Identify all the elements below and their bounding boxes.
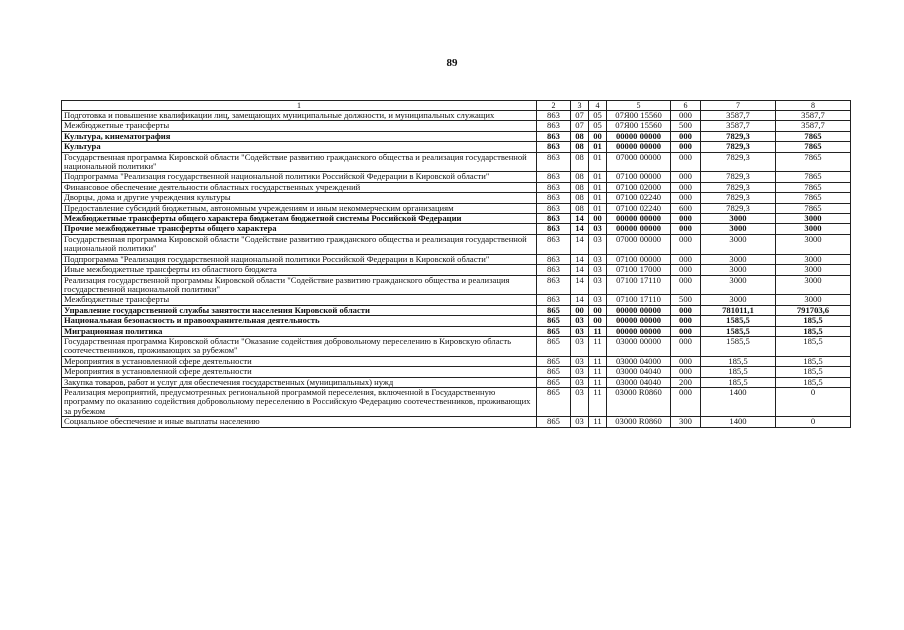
row-expense-type-cell: 000 xyxy=(671,254,701,264)
row-amount-2-cell: 7865 xyxy=(776,131,851,141)
table-row xyxy=(62,377,851,387)
header-cell: 5 xyxy=(607,101,671,111)
row-name-cell: Мероприятия в установленной сфере деятельности xyxy=(62,356,537,366)
row-code-cell: 863 xyxy=(537,172,571,182)
table-row xyxy=(62,275,851,295)
row-amount-1-cell: 3587,7 xyxy=(701,111,776,121)
row-amount-1-cell: 7829,3 xyxy=(701,182,776,192)
row-amount-1-cell: 1585,5 xyxy=(701,336,776,356)
row-amount-1-cell: 3587,7 xyxy=(701,121,776,131)
row-amount-2-cell: 3000 xyxy=(776,234,851,254)
table-row xyxy=(62,295,851,305)
row-code-cell: 865 xyxy=(537,326,571,336)
row-code-cell: 865 xyxy=(537,377,571,387)
row-target-article-cell: 07100 17110 xyxy=(607,295,671,305)
table-row xyxy=(62,203,851,213)
row-amount-2-cell: 0 xyxy=(776,417,851,427)
row-code-cell: 865 xyxy=(537,316,571,326)
row-section-cell: 03 xyxy=(571,326,589,336)
row-amount-1-cell: 1585,5 xyxy=(701,326,776,336)
row-amount-1-cell: 185,5 xyxy=(701,356,776,366)
row-target-article-cell: 00000 00000 xyxy=(607,316,671,326)
row-section-cell: 08 xyxy=(571,182,589,192)
row-section-cell: 14 xyxy=(571,295,589,305)
row-expense-type-cell: 000 xyxy=(671,265,701,275)
row-amount-1-cell: 7829,3 xyxy=(701,142,776,152)
header-cell: 7 xyxy=(701,101,776,111)
header-cell: 3 xyxy=(571,101,589,111)
row-amount-1-cell: 7829,3 xyxy=(701,203,776,213)
row-name-cell: Прочие межбюджетные трансферты общего характера xyxy=(62,224,537,234)
row-amount-2-cell: 185,5 xyxy=(776,326,851,336)
row-subsection-cell: 11 xyxy=(589,336,607,356)
row-code-cell: 863 xyxy=(537,131,571,141)
row-amount-1-cell: 3000 xyxy=(701,224,776,234)
row-amount-2-cell: 0 xyxy=(776,387,851,416)
row-amount-2-cell: 185,5 xyxy=(776,377,851,387)
table-row xyxy=(62,336,851,356)
row-section-cell: 03 xyxy=(571,417,589,427)
row-target-article-cell: 07000 00000 xyxy=(607,234,671,254)
row-amount-2-cell: 7865 xyxy=(776,203,851,213)
table-row xyxy=(62,305,851,315)
row-target-article-cell: 07Я00 15560 xyxy=(607,111,671,121)
row-amount-2-cell: 7865 xyxy=(776,152,851,172)
table-row xyxy=(62,214,851,224)
row-expense-type-cell: 500 xyxy=(671,121,701,131)
row-amount-1-cell: 1585,5 xyxy=(701,316,776,326)
row-code-cell: 865 xyxy=(537,367,571,377)
table-row xyxy=(62,356,851,366)
row-target-article-cell: 07100 17000 xyxy=(607,265,671,275)
header-cell: 4 xyxy=(589,101,607,111)
row-section-cell: 14 xyxy=(571,234,589,254)
row-name-cell: Подготовка и повышение квалификации лиц, замещающих муниципальные должности, и муниципальных служащих xyxy=(62,111,537,121)
row-target-article-cell: 03000 R0860 xyxy=(607,387,671,416)
row-amount-2-cell: 3000 xyxy=(776,265,851,275)
row-name-cell: Культура, кинематография xyxy=(62,131,537,141)
row-section-cell: 07 xyxy=(571,121,589,131)
row-expense-type-cell: 000 xyxy=(671,326,701,336)
row-target-article-cell: 00000 00000 xyxy=(607,214,671,224)
row-amount-1-cell: 3000 xyxy=(701,275,776,295)
row-name-cell: Реализация мероприятий, предусмотренных региональной программой переселения, включенной в Государственную программу по оказанию содействия добровольному переселению в Российскую Федерацию соотечественников, проживающих за рубежом xyxy=(62,387,537,416)
row-subsection-cell: 03 xyxy=(589,224,607,234)
row-code-cell: 863 xyxy=(537,182,571,192)
row-subsection-cell: 01 xyxy=(589,172,607,182)
row-amount-2-cell: 791703,6 xyxy=(776,305,851,315)
row-section-cell: 08 xyxy=(571,142,589,152)
row-code-cell: 863 xyxy=(537,121,571,131)
row-amount-1-cell: 3000 xyxy=(701,214,776,224)
table-row xyxy=(62,234,851,254)
table-row xyxy=(62,142,851,152)
table-row xyxy=(62,224,851,234)
row-amount-1-cell: 7829,3 xyxy=(701,172,776,182)
row-subsection-cell: 01 xyxy=(589,182,607,192)
row-subsection-cell: 03 xyxy=(589,275,607,295)
row-expense-type-cell: 500 xyxy=(671,295,701,305)
row-target-article-cell: 07000 00000 xyxy=(607,152,671,172)
row-target-article-cell: 03000 R0860 xyxy=(607,417,671,427)
row-subsection-cell: 11 xyxy=(589,326,607,336)
header-row xyxy=(62,101,851,111)
row-target-article-cell: 07100 00000 xyxy=(607,172,671,182)
row-subsection-cell: 00 xyxy=(589,131,607,141)
row-name-cell: Культура xyxy=(62,142,537,152)
table-row xyxy=(62,387,851,416)
table-row xyxy=(62,265,851,275)
row-subsection-cell: 11 xyxy=(589,377,607,387)
row-amount-2-cell: 7865 xyxy=(776,193,851,203)
row-amount-1-cell: 3000 xyxy=(701,295,776,305)
row-section-cell: 00 xyxy=(571,305,589,315)
row-section-cell: 03 xyxy=(571,356,589,366)
row-expense-type-cell: 000 xyxy=(671,305,701,315)
row-code-cell: 863 xyxy=(537,203,571,213)
row-target-article-cell: 03000 04040 xyxy=(607,377,671,387)
row-amount-1-cell: 3000 xyxy=(701,254,776,264)
row-amount-2-cell: 185,5 xyxy=(776,356,851,366)
row-subsection-cell: 03 xyxy=(589,295,607,305)
row-subsection-cell: 03 xyxy=(589,234,607,254)
row-section-cell: 08 xyxy=(571,172,589,182)
row-code-cell: 863 xyxy=(537,111,571,121)
row-target-article-cell: 07Я00 15560 xyxy=(607,121,671,131)
row-section-cell: 03 xyxy=(571,316,589,326)
row-name-cell: Иные межбюджетные трансферты из областного бюджета xyxy=(62,265,537,275)
row-subsection-cell: 11 xyxy=(589,356,607,366)
row-section-cell: 08 xyxy=(571,131,589,141)
row-subsection-cell: 11 xyxy=(589,367,607,377)
row-amount-1-cell: 1400 xyxy=(701,417,776,427)
row-name-cell: Предоставление субсидий бюджетным, автономным учреждениям и иным некоммерческим организациям xyxy=(62,203,537,213)
row-name-cell: Мероприятия в установленной сфере деятельности xyxy=(62,367,537,377)
row-amount-1-cell: 3000 xyxy=(701,234,776,254)
row-target-article-cell: 00000 00000 xyxy=(607,326,671,336)
row-amount-2-cell: 3000 xyxy=(776,295,851,305)
table-row xyxy=(62,131,851,141)
row-expense-type-cell: 300 xyxy=(671,417,701,427)
budget-table-body xyxy=(62,101,851,428)
row-subsection-cell: 01 xyxy=(589,152,607,172)
row-name-cell: Подпрограмма "Реализация государственной национальной политики Российской Федерации в Кировской области" xyxy=(62,254,537,264)
table-row xyxy=(62,182,851,192)
table-row xyxy=(62,316,851,326)
table-row xyxy=(62,417,851,427)
row-name-cell: Подпрограмма "Реализация государственной национальной политики Российской Федерации в Кировской области" xyxy=(62,172,537,182)
row-amount-1-cell: 185,5 xyxy=(701,377,776,387)
row-expense-type-cell: 000 xyxy=(671,387,701,416)
row-amount-2-cell: 3587,7 xyxy=(776,121,851,131)
row-amount-2-cell: 185,5 xyxy=(776,336,851,356)
row-expense-type-cell: 000 xyxy=(671,214,701,224)
row-target-article-cell: 00000 00000 xyxy=(607,131,671,141)
row-code-cell: 863 xyxy=(537,214,571,224)
table-row xyxy=(62,326,851,336)
table-row xyxy=(62,152,851,172)
row-amount-2-cell: 7865 xyxy=(776,182,851,192)
row-name-cell: Финансовое обеспечение деятельности областных государственных учреждений xyxy=(62,182,537,192)
row-amount-1-cell: 7829,3 xyxy=(701,152,776,172)
row-target-article-cell: 07100 02240 xyxy=(607,193,671,203)
row-amount-2-cell: 3587,7 xyxy=(776,111,851,121)
row-section-cell: 14 xyxy=(571,254,589,264)
table-row xyxy=(62,111,851,121)
row-target-article-cell: 07100 00000 xyxy=(607,254,671,264)
row-target-article-cell: 07100 17110 xyxy=(607,275,671,295)
header-cell: 2 xyxy=(537,101,571,111)
row-section-cell: 14 xyxy=(571,275,589,295)
row-section-cell: 08 xyxy=(571,193,589,203)
row-expense-type-cell: 000 xyxy=(671,111,701,121)
row-name-cell: Социальное обеспечение и иные выплаты населению xyxy=(62,417,537,427)
row-expense-type-cell: 000 xyxy=(671,152,701,172)
row-name-cell: Государственная программа Кировской области "Содействие развитию гражданского общества и реализация государственной национальной политики" xyxy=(62,234,537,254)
row-code-cell: 865 xyxy=(537,336,571,356)
row-target-article-cell: 03000 00000 xyxy=(607,336,671,356)
row-code-cell: 863 xyxy=(537,254,571,264)
row-section-cell: 03 xyxy=(571,336,589,356)
row-code-cell: 865 xyxy=(537,417,571,427)
row-name-cell: Управление государственной службы занятости населения Кировской области xyxy=(62,305,537,315)
row-name-cell: Закупка товаров, работ и услуг для обеспечения государственных (муниципальных) нужд xyxy=(62,377,537,387)
row-expense-type-cell: 000 xyxy=(671,234,701,254)
row-subsection-cell: 05 xyxy=(589,111,607,121)
header-cell: 1 xyxy=(62,101,537,111)
row-expense-type-cell: 000 xyxy=(671,316,701,326)
row-code-cell: 865 xyxy=(537,356,571,366)
row-amount-2-cell: 7865 xyxy=(776,172,851,182)
row-target-article-cell: 00000 00000 xyxy=(607,142,671,152)
row-name-cell: Межбюджетные трансферты xyxy=(62,295,537,305)
row-target-article-cell: 07100 02000 xyxy=(607,182,671,192)
row-amount-1-cell: 3000 xyxy=(701,265,776,275)
row-name-cell: Государственная программа Кировской области "Содействие развитию гражданского общества и реализация государственной национальной политики" xyxy=(62,152,537,172)
row-section-cell: 03 xyxy=(571,377,589,387)
row-amount-1-cell: 7829,3 xyxy=(701,193,776,203)
row-section-cell: 03 xyxy=(571,367,589,377)
row-code-cell: 863 xyxy=(537,295,571,305)
row-expense-type-cell: 000 xyxy=(671,172,701,182)
row-amount-1-cell: 781011,1 xyxy=(701,305,776,315)
row-code-cell: 863 xyxy=(537,193,571,203)
row-amount-2-cell: 185,5 xyxy=(776,367,851,377)
row-amount-2-cell: 3000 xyxy=(776,214,851,224)
row-section-cell: 14 xyxy=(571,214,589,224)
row-code-cell: 863 xyxy=(537,265,571,275)
row-amount-2-cell: 3000 xyxy=(776,224,851,234)
row-expense-type-cell: 000 xyxy=(671,356,701,366)
row-section-cell: 14 xyxy=(571,224,589,234)
page-number: 89 xyxy=(446,57,458,69)
row-code-cell: 863 xyxy=(537,224,571,234)
row-subsection-cell: 03 xyxy=(589,254,607,264)
row-code-cell: 863 xyxy=(537,275,571,295)
row-amount-1-cell: 1400 xyxy=(701,387,776,416)
row-code-cell: 865 xyxy=(537,305,571,315)
row-expense-type-cell: 000 xyxy=(671,182,701,192)
table-row xyxy=(62,172,851,182)
row-subsection-cell: 00 xyxy=(589,305,607,315)
row-name-cell: Национальная безопасность и правоохранительная деятельность xyxy=(62,316,537,326)
row-target-article-cell: 00000 00000 xyxy=(607,224,671,234)
row-name-cell: Миграционная политика xyxy=(62,326,537,336)
row-section-cell: 08 xyxy=(571,152,589,172)
row-section-cell: 08 xyxy=(571,203,589,213)
row-subsection-cell: 11 xyxy=(589,387,607,416)
row-amount-2-cell: 3000 xyxy=(776,254,851,264)
row-name-cell: Межбюджетные трансферты xyxy=(62,121,537,131)
row-amount-1-cell: 185,5 xyxy=(701,367,776,377)
row-expense-type-cell: 000 xyxy=(671,275,701,295)
row-target-article-cell: 00000 00000 xyxy=(607,305,671,315)
header-cell: 8 xyxy=(776,101,851,111)
row-name-cell: Реализация государственной программы Кировской области "Содействие развитию гражданского общества и реализация государственной национальной политики" xyxy=(62,275,537,295)
row-subsection-cell: 00 xyxy=(589,316,607,326)
row-amount-1-cell: 7829,3 xyxy=(701,131,776,141)
row-name-cell: Государственная программа Кировской области "Оказание содействия добровольному переселению в Кировскую область соотечественников, проживающих за рубежом" xyxy=(62,336,537,356)
row-code-cell: 863 xyxy=(537,142,571,152)
row-expense-type-cell: 000 xyxy=(671,131,701,141)
row-target-article-cell: 03000 04040 xyxy=(607,367,671,377)
budget-table xyxy=(61,100,851,428)
table-row xyxy=(62,193,851,203)
row-subsection-cell: 01 xyxy=(589,142,607,152)
row-section-cell: 14 xyxy=(571,265,589,275)
row-amount-2-cell: 7865 xyxy=(776,142,851,152)
table-row xyxy=(62,121,851,131)
row-name-cell: Межбюджетные трансферты общего характера бюджетам бюджетной системы Российской Федерации xyxy=(62,214,537,224)
row-name-cell: Дворцы, дома и другие учреждения культуры xyxy=(62,193,537,203)
row-expense-type-cell: 000 xyxy=(671,193,701,203)
row-amount-2-cell: 185,5 xyxy=(776,316,851,326)
table-row xyxy=(62,254,851,264)
row-amount-2-cell: 3000 xyxy=(776,275,851,295)
row-code-cell: 863 xyxy=(537,152,571,172)
row-subsection-cell: 05 xyxy=(589,121,607,131)
row-code-cell: 863 xyxy=(537,234,571,254)
row-expense-type-cell: 000 xyxy=(671,142,701,152)
header-cell: 6 xyxy=(671,101,701,111)
row-section-cell: 07 xyxy=(571,111,589,121)
row-subsection-cell: 11 xyxy=(589,417,607,427)
row-expense-type-cell: 600 xyxy=(671,203,701,213)
row-target-article-cell: 03000 04000 xyxy=(607,356,671,366)
row-expense-type-cell: 200 xyxy=(671,377,701,387)
row-subsection-cell: 03 xyxy=(589,265,607,275)
row-target-article-cell: 07100 02240 xyxy=(607,203,671,213)
row-section-cell: 03 xyxy=(571,387,589,416)
row-expense-type-cell: 000 xyxy=(671,224,701,234)
row-code-cell: 865 xyxy=(537,387,571,416)
row-expense-type-cell: 000 xyxy=(671,367,701,377)
row-subsection-cell: 01 xyxy=(589,203,607,213)
row-subsection-cell: 00 xyxy=(589,214,607,224)
row-expense-type-cell: 000 xyxy=(671,336,701,356)
row-subsection-cell: 01 xyxy=(589,193,607,203)
table-row xyxy=(62,367,851,377)
